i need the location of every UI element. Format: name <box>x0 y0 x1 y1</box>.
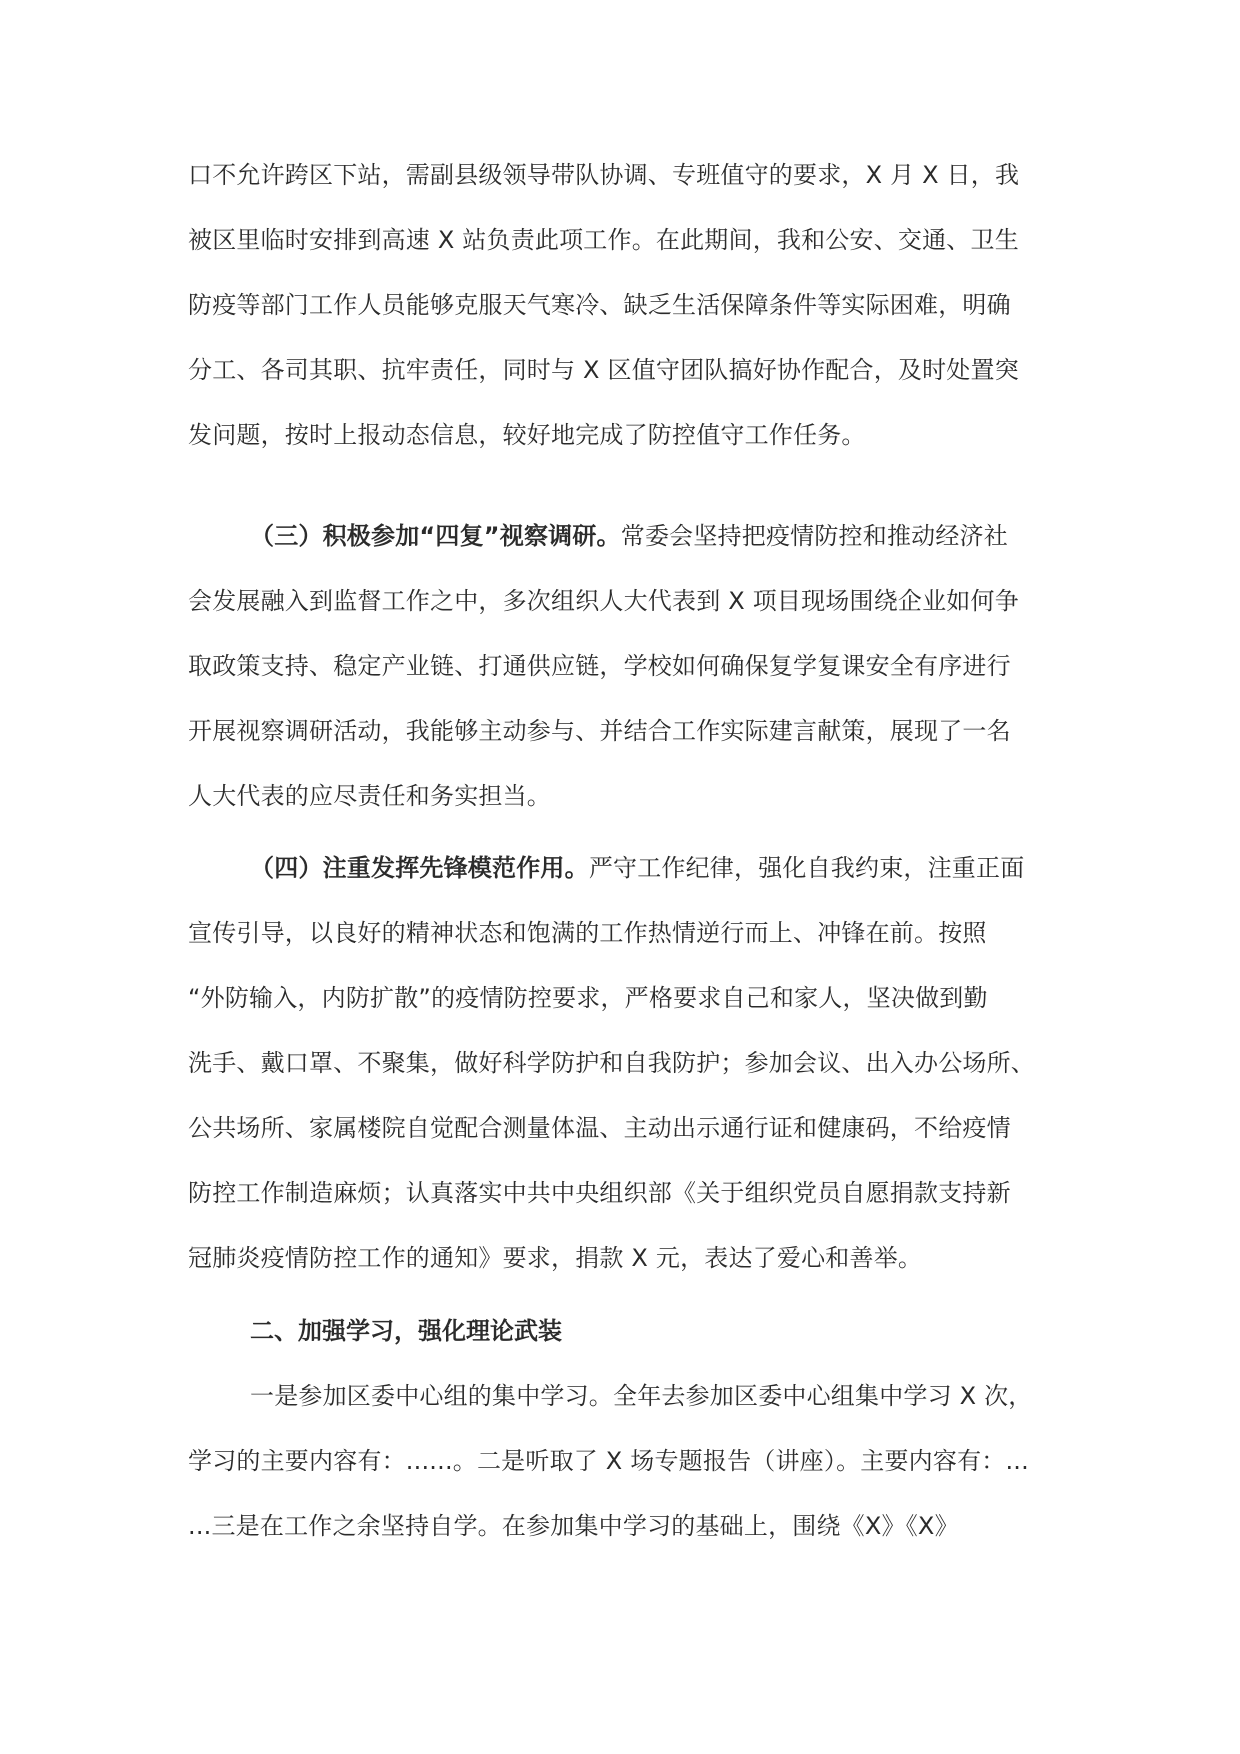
text-line <box>188 836 1058 901</box>
text-line: 发问题，按时上报动态信息，较好地完成了防控值守工作任务。 <box>188 421 866 449</box>
text-line: 口不允许跨区下站，需副县级领导带队协调、专班值守的要求，X 月 X 日，我 <box>188 161 1020 189</box>
text-line: 人大代表的应尽责任和务实担当。 <box>188 782 551 810</box>
text-line: ...三是在工作之余坚持自学。在参加集中学习的基础上，围绕《X》《X》 <box>188 1512 959 1540</box>
text-segment: 严守工作纪律，强化自我约束，注重正面 <box>588 854 1025 882</box>
text-line: 学习的主要内容有：......。二是听取了 X 场专题报告（讲座）。主要内容有：... <box>188 1447 1029 1475</box>
paragraph-section-three <box>188 504 1058 829</box>
text-line: 一是参加区委中心组的集中学习。全年去参加区委中心组集中学习 X 次， <box>250 1382 1033 1410</box>
text-line: 宣传引导，以良好的精神状态和饱满的工作热情逆行而上、冲锋在前。按照 <box>188 919 987 947</box>
text-line: 会发展融入到监督工作之中，多次组织人大代表到 X 项目现场围绕企业如何争 <box>188 587 1019 615</box>
subsection-title: （三）积极参加“四复”视察调研。 <box>250 522 621 550</box>
section-heading: 二、加强学习，强化理论武装 <box>250 1317 562 1345</box>
text-line <box>188 504 1058 569</box>
text-line: 分工、各司其职、抗牢责任，同时与 X 区值守团队搞好协作配合，及时处置突 <box>188 356 1019 384</box>
text-line: 防控工作制造麻烦；认真落实中共中央组织部《关于组织党员自愿捐款支持新 <box>188 1179 1011 1207</box>
text-line: 冠肺炎疫情防控工作的通知》要求，捐款 X 元，表达了爱心和善举。 <box>188 1244 923 1272</box>
text-line: “外防输入，内防扩散”的疫情防控要求，严格要求自己和家人，坚决做到勤 <box>188 984 988 1012</box>
subsection-title: （四）注重发挥先锋模范作用。 <box>250 854 589 882</box>
text-line: 开展视察调研活动，我能够主动参与、并结合工作实际建言献策，展现了一名 <box>188 717 1011 745</box>
text-line: 公共场所、家属楼院自觉配合测量体温、主动出示通行证和健康码，不给疫情 <box>188 1114 1011 1142</box>
text-line: 取政策支持、稳定产业链、打通供应链，学校如何确保复学复课安全有序进行 <box>188 652 1011 680</box>
text-line: 防疫等部门工作人员能够克服天气寒冷、缺乏生活保障条件等实际困难，明确 <box>188 291 1011 319</box>
paragraph-study <box>188 1364 1058 1559</box>
paragraph-continuation <box>188 143 1058 468</box>
section-heading-block <box>188 1299 1058 1364</box>
text-line: 洗手、戴口罩、不聚集，做好科学防护和自我防护；参加会议、出入办公场所、 <box>188 1049 1035 1077</box>
paragraph-section-four <box>188 836 1058 1291</box>
text-segment: 常委会坚持把疫情防控和推动经济社 <box>620 522 1008 550</box>
text-line: 被区里临时安排到高速 X 站负责此项工作。在此期间，我和公安、交通、卫生 <box>188 226 1019 254</box>
